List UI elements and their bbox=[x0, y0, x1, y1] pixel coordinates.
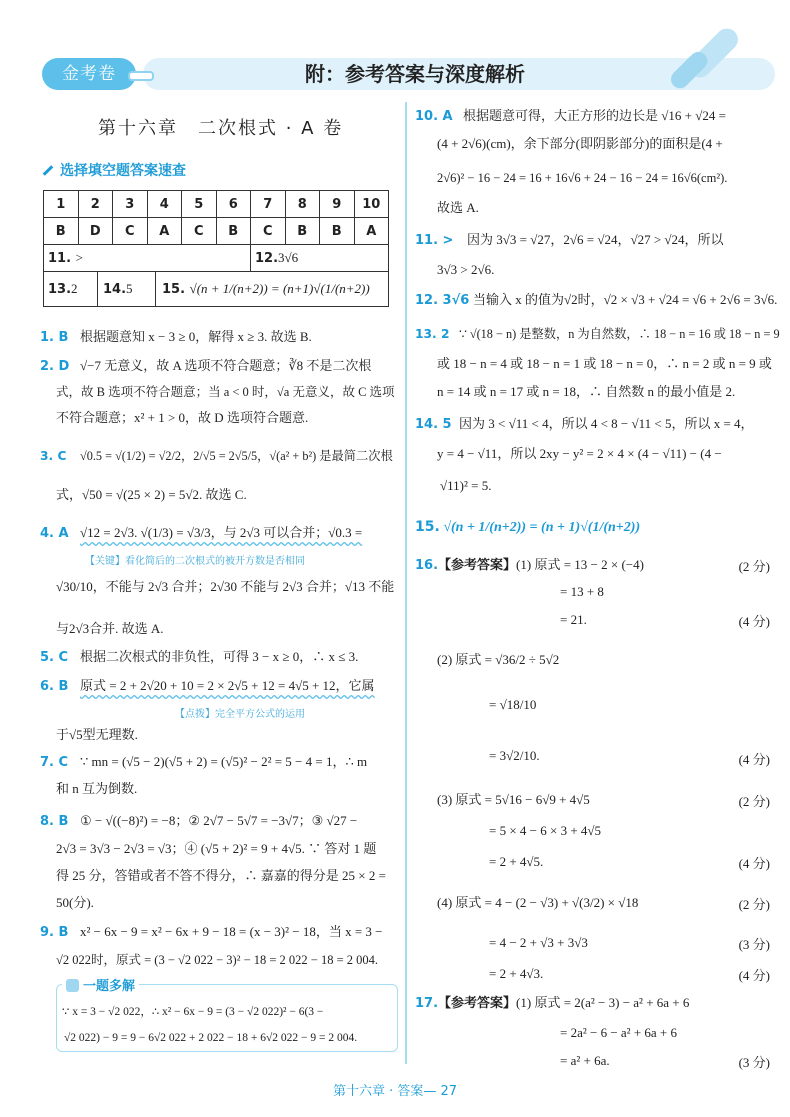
answer-9 bbox=[40, 923, 383, 942]
cell: 1 bbox=[44, 191, 79, 218]
cell: C bbox=[182, 218, 217, 245]
answer-text: 或 18 − n = 4 或 18 − n = 1 或 18 − n = 0，∴ n = 2 或 n = 9 或 bbox=[437, 356, 772, 371]
cell: 9 bbox=[320, 191, 355, 218]
connector-icon bbox=[128, 71, 154, 81]
step-text: = 13 + 8 bbox=[560, 584, 604, 599]
step-text: = 5 × 4 − 6 × 3 + 4√5 bbox=[489, 823, 602, 838]
cell: 5 bbox=[182, 191, 217, 218]
answer-text: 原式 = 2 + 2√20 + 10 = 2 × 2√5 + 12 = 4√5 + 12，它属 bbox=[80, 678, 375, 693]
answer-text: 得 25 分，答错或者不答不得分，∴ 嘉嘉的得分是 25 × 2 = bbox=[56, 868, 386, 883]
cell bbox=[44, 272, 389, 307]
cell-num: 12. bbox=[255, 251, 279, 266]
answer-label: 1. B bbox=[40, 330, 69, 345]
answer-label: 9. B bbox=[40, 925, 69, 940]
answer-7 bbox=[40, 753, 367, 772]
answer-label: 5. C bbox=[40, 650, 69, 665]
table-row-answers bbox=[44, 218, 389, 245]
answer-table bbox=[43, 190, 389, 307]
quick-answer-heading bbox=[42, 160, 186, 180]
cell: A bbox=[147, 218, 182, 245]
answer-text: √2 022时，原式 = (3 − √2 022 − 3)² − 18 = 2 022 − 18 = 2 004. bbox=[56, 953, 379, 967]
score: (4 分) bbox=[738, 856, 770, 871]
cell: 2 bbox=[78, 191, 113, 218]
table-row-numbers bbox=[44, 191, 389, 218]
step-text: = 2 + 4√3. bbox=[489, 966, 544, 981]
answer-text: 于√5型无理数. bbox=[56, 727, 138, 742]
step-text: (2) 原式 = √36/2 ÷ 5√2 bbox=[437, 652, 560, 667]
step-text: = a² + 6a. bbox=[560, 1053, 610, 1068]
answer-2 bbox=[40, 357, 371, 376]
answer-text: 2√3 = 3√3 − 2√3 = √3；④ (√5 + 2)² = 9 + 4√5. ∵ 答对 1 题 bbox=[56, 841, 377, 856]
answer-4 bbox=[40, 524, 362, 543]
answer-text: √−7 无意义，故 A 选项不符合题意；∛8 不是二次根 bbox=[80, 358, 372, 373]
cell-num: 14. bbox=[103, 282, 127, 297]
answer-text: 根据题意可得，大正方形的边长是 √16 + √24 = bbox=[463, 108, 726, 123]
answer-text: ∵ √(18 − n) 是整数，n 为自然数，∴ 18 − n = 16 或 18 − n = 9 bbox=[459, 327, 780, 341]
answer-text: √11)² = 5. bbox=[440, 478, 492, 493]
answer-8 bbox=[40, 812, 357, 831]
multi-title-text: 一题多解 bbox=[83, 979, 136, 994]
cell bbox=[44, 272, 98, 306]
score: (2 分) bbox=[738, 559, 770, 574]
cell: C bbox=[251, 218, 286, 245]
answer-label: 15. bbox=[415, 519, 440, 535]
cell-num: 13. bbox=[48, 282, 72, 297]
cell-val: 5 bbox=[126, 281, 133, 296]
answer-text: 式，√50 = √(25 × 2) = 5√2. 故选 C. bbox=[56, 487, 247, 502]
answer-12 bbox=[415, 291, 777, 310]
answer-6 bbox=[40, 677, 375, 696]
answer-label: 2. D bbox=[40, 359, 70, 374]
answer-5 bbox=[40, 648, 358, 667]
lightbulb-icon bbox=[66, 979, 79, 992]
table-row-fill bbox=[44, 272, 389, 307]
answer-text: x² − 6x − 9 = x² − 6x + 9 − 18 = (x − 3)² − 18，当 x = 3 − bbox=[80, 924, 383, 939]
cell: 3 bbox=[113, 191, 148, 218]
multi-solution-text: ∵ x = 3 − √2 022，∴ x² − 6x − 9 = (3 − √2 022)² − 6(3 − bbox=[62, 1006, 324, 1018]
answer-text: 因为 3 < √11 < 4，所以 4 < 8 − √11 < 5，所以 x = 4， bbox=[459, 416, 754, 431]
quick-heading-text: 选择填空题答案速查 bbox=[60, 163, 186, 179]
answer-text: 50(分). bbox=[56, 895, 94, 910]
cell: D bbox=[78, 218, 113, 245]
answer-17 bbox=[415, 994, 689, 1013]
answer-label: 12. 3√6 bbox=[415, 293, 470, 308]
cell: A bbox=[354, 218, 389, 245]
answer-10 bbox=[415, 107, 726, 126]
cell-num: 11. bbox=[48, 251, 72, 266]
chapter-title: 第十六章 二次根式 · A 卷 bbox=[98, 118, 344, 139]
answer-text: 因为 3√3 = √27，2√6 = √24，√27 > √24，所以 bbox=[467, 232, 724, 247]
cell: B bbox=[216, 218, 251, 245]
cell bbox=[251, 245, 389, 272]
score: (3 分) bbox=[738, 1055, 770, 1070]
answer-text: 式，故 B 选项不符合题意；当 a < 0 时，√a 无意义，故 C 选项 bbox=[56, 385, 395, 399]
page-footer: 第十六章 · 答案— 27 bbox=[332, 1084, 458, 1099]
answer-label: 8. B bbox=[40, 814, 69, 829]
answer-label: 4. A bbox=[40, 526, 69, 541]
multi-solution-title bbox=[62, 975, 139, 994]
step-text: = 4 − 2 + √3 + 3√3 bbox=[489, 935, 588, 950]
answer-13 bbox=[415, 325, 780, 343]
answer-text: 和 n 互为倒数. bbox=[56, 781, 138, 796]
cell-num: 15. bbox=[162, 282, 186, 297]
answer-text: (4 + 2√6)(cm)，余下部分(即阴影部分)的面积是(4 + bbox=[437, 136, 723, 151]
answer-text: 与2√3合并. 故选 A. bbox=[56, 621, 164, 636]
answer-text: √12 = 2√3. √(1/3) = √3/3，与 2√3 可以合并；√0.3 = bbox=[80, 525, 363, 540]
step-text: (4) 原式 = 4 − (2 − √3) + √(3/2) × √18 bbox=[437, 895, 639, 910]
cell: 10 bbox=[354, 191, 389, 218]
score: (2 分) bbox=[738, 794, 770, 809]
brand-logo: 金考卷 bbox=[42, 58, 136, 90]
answer-16 bbox=[415, 556, 644, 575]
cell bbox=[44, 245, 251, 272]
answer-label: 11. > bbox=[415, 233, 454, 248]
step-text: = 21. bbox=[560, 612, 587, 627]
answer-text: √(n + 1/(n+2)) = (n + 1)√(1/(n+2)) bbox=[443, 520, 641, 535]
cell: 8 bbox=[285, 191, 320, 218]
cell-val: √(n + 1/(n+2)) = (n+1)√(1/(n+2)) bbox=[189, 281, 370, 296]
answer-label: 13. 2 bbox=[415, 327, 450, 341]
answer-label: 6. B bbox=[40, 679, 69, 694]
answer-text: 根据题意知 x − 3 ≥ 0，解得 x ≥ 3. 故选 B. bbox=[80, 329, 312, 344]
score: (4 分) bbox=[738, 614, 770, 629]
cell: 4 bbox=[147, 191, 182, 218]
cell-val: 2 bbox=[71, 281, 78, 296]
answer-label: 7. C bbox=[40, 755, 69, 770]
answer-3 bbox=[40, 447, 393, 465]
answer-label: 3. C bbox=[40, 449, 67, 463]
step-text: (1) 原式 = 13 − 2 × (−4) bbox=[516, 557, 644, 572]
cell-val: 3√6 bbox=[278, 250, 299, 265]
answer-text: √30/10，不能与 2√3 合并；2√30 不能与 2√3 合并；√13 不能 bbox=[56, 579, 395, 594]
answer-text: 当输入 x 的值为√2时，√2 × √3 + √24 = √6 + 2√6 = 3√6. bbox=[473, 292, 778, 307]
answer-15 bbox=[415, 518, 640, 537]
step-text: = 3√2/10. bbox=[489, 748, 540, 763]
step-text: (3) 原式 = 5√16 − 6√9 + 4√5 bbox=[437, 792, 590, 807]
answer-text: 故选 A. bbox=[437, 200, 479, 215]
pencil-icon bbox=[43, 165, 54, 176]
score: (4 分) bbox=[738, 968, 770, 983]
answer-text: 不符合题意；x² + 1 > 0，故 D 选项符合题意. bbox=[56, 410, 309, 425]
answer-1 bbox=[40, 328, 312, 347]
step-text: = 2a² − 6 − a² + 6a + 6 bbox=[560, 1025, 678, 1040]
reference-tag: 【参考答案】 bbox=[438, 558, 517, 573]
step-text: = √18/10 bbox=[489, 697, 537, 712]
answer-text: √0.5 = √(1/2) = √2/2，2/√5 = 2√5/5，√(a² + b²) 是最简二次根 bbox=[80, 449, 393, 463]
score: (3 分) bbox=[738, 937, 770, 952]
answer-11 bbox=[415, 231, 724, 250]
answer-text: n = 14 或 n = 17 或 n = 18，∴ 自然数 n 的最小值是 2. bbox=[437, 384, 736, 399]
score: (4 分) bbox=[738, 752, 770, 767]
tip-note: 【点拨】完全平方公式的运用 bbox=[175, 709, 305, 720]
answer-text: ① − √((−8)²) = −8；② 2√7 − 5√7 = −3√7；③ √27 − bbox=[80, 813, 358, 828]
answer-text: ∵ mn = (√5 − 2)(√5 + 2) = (√5)² − 2² = 5 − 4 = 1，∴ m bbox=[80, 754, 368, 769]
cell-val: > bbox=[75, 250, 83, 265]
cell bbox=[156, 281, 370, 297]
page-header-title: 附：参考答案与深度解析 bbox=[305, 62, 525, 86]
cell: 6 bbox=[216, 191, 251, 218]
answer-label: 16. bbox=[415, 558, 439, 573]
cell: B bbox=[285, 218, 320, 245]
answer-label: 10. A bbox=[415, 109, 453, 124]
answer-text: 2√6)² − 16 − 24 = 16 + 16√6 + 24 − 16 − 24 = 16√6(cm²). bbox=[437, 171, 728, 185]
step-text: (1) 原式 = 2(a² − 3) − a² + 6a + 6 bbox=[516, 995, 690, 1010]
answer-label: 14. 5 bbox=[415, 417, 452, 432]
cell bbox=[98, 272, 156, 306]
column-divider bbox=[405, 102, 407, 1064]
multi-solution-text: √2 022) − 9 = 9 − 6√2 022 + 2 022 − 18 + 6√2 022 − 9 = 2 004. bbox=[64, 1032, 358, 1044]
table-row-fill bbox=[44, 245, 389, 272]
answer-14 bbox=[415, 415, 754, 434]
cell: C bbox=[113, 218, 148, 245]
cell: 7 bbox=[251, 191, 286, 218]
cell: B bbox=[320, 218, 355, 245]
reference-tag: 【参考答案】 bbox=[438, 996, 517, 1011]
answer-text: 根据二次根式的非负性，可得 3 − x ≥ 0，∴ x ≤ 3. bbox=[80, 649, 359, 664]
answer-text: 3√3 > 2√6. bbox=[437, 262, 495, 277]
answer-text: y = 4 − √11，所以 2xy − y² = 2 × 4 × (4 − √11) − (4 − bbox=[437, 446, 722, 461]
answer-label: 17. bbox=[415, 996, 439, 1011]
step-text: = 2 + 4√5. bbox=[489, 854, 544, 869]
key-note: 【关键】看化简后的二次根式的被开方数是否相同 bbox=[85, 556, 305, 567]
cell: B bbox=[44, 218, 79, 245]
score: (2 分) bbox=[738, 897, 770, 912]
